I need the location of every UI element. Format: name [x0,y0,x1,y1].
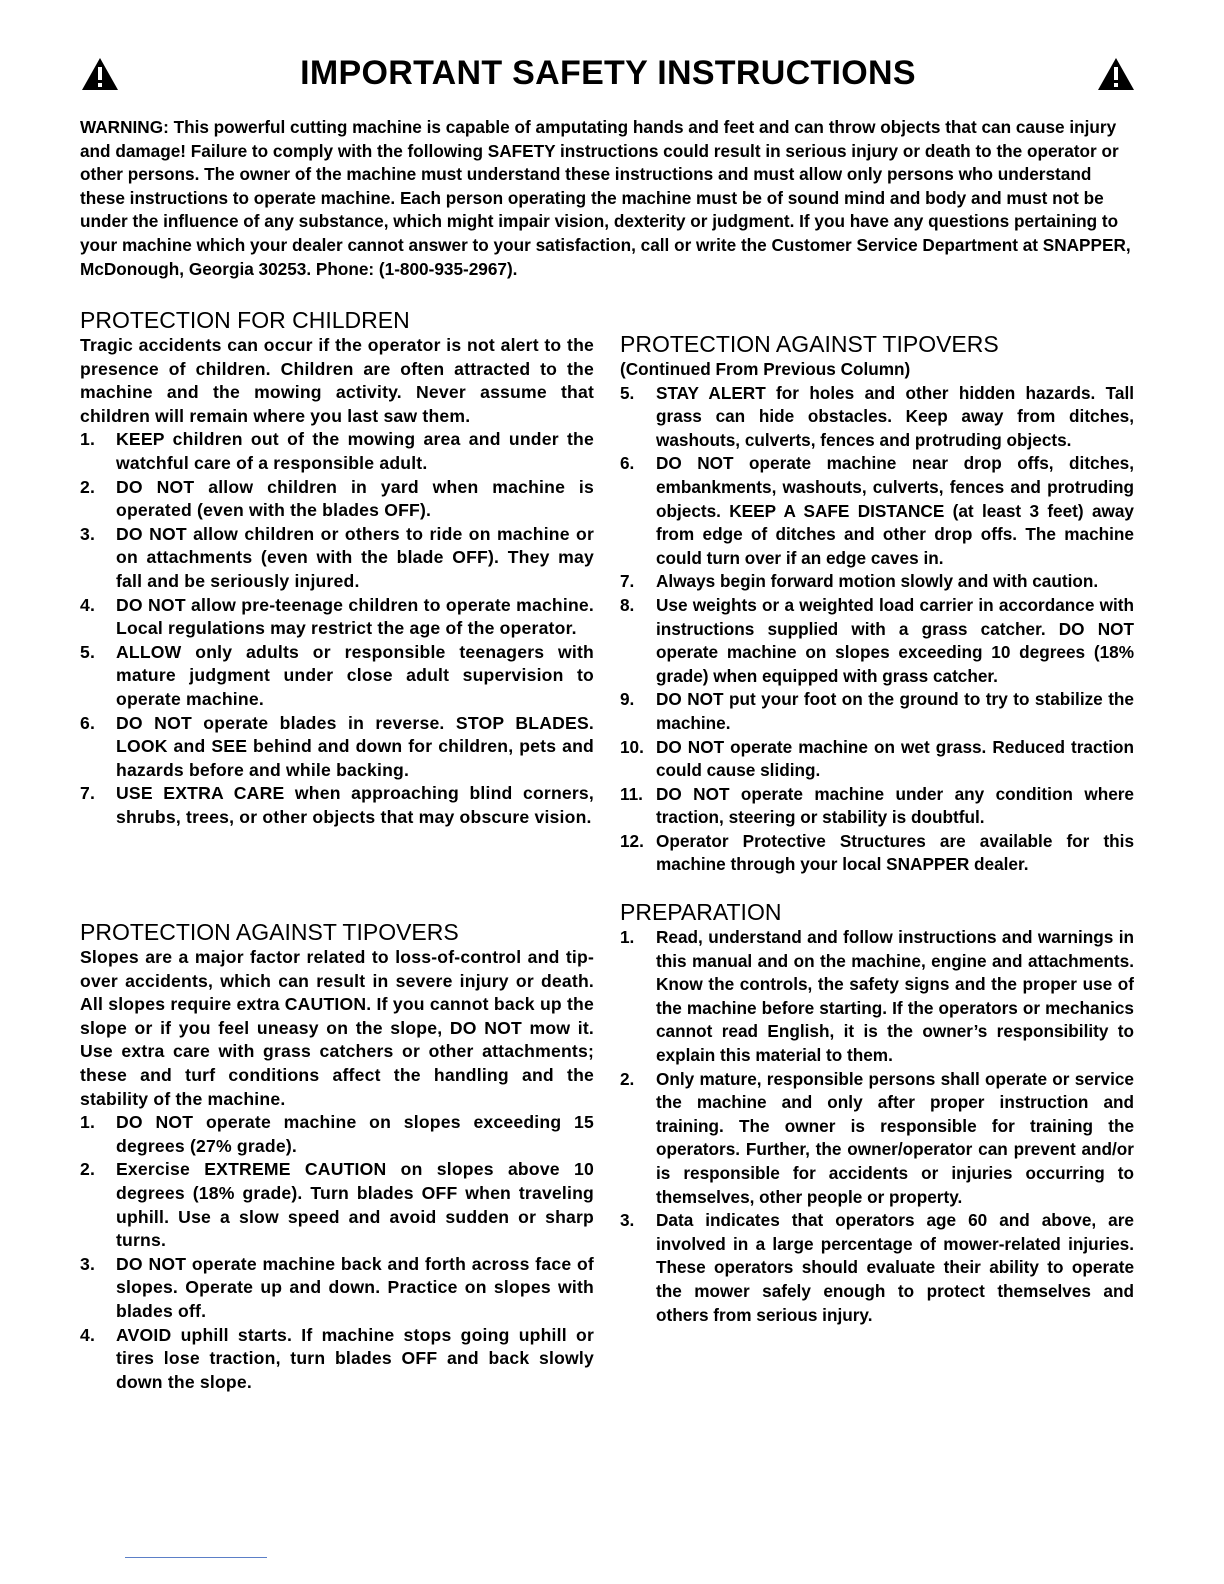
preparation-list [620,926,1134,1327]
tipovers-continued-list [620,382,1134,877]
item-number: 7. [620,571,635,592]
list-item [80,1324,594,1395]
item-number: 12. [620,830,644,851]
list-item [620,570,1134,594]
item-text: DO NOT allow children in yard when machine is operated (even with the blades OFF). [116,476,594,521]
item-text: ALLOW only adults or responsible teenagers with mature judgment under close adult supervision to operate machine. [116,641,594,709]
item-number: 4. [80,1324,96,1345]
item-number: 2. [620,1068,635,1089]
item-text: DO NOT allow children or others to ride on machine or on attachments (even with the blade OFF). They may fall and be seriously injured. [116,523,594,591]
item-text: Use weights or a weighted load carrier in accordance with instructions supplied with a grass catcher. DO NOT operate machine on slopes exceeding 10 degrees (18% grade) when equipped with grass catcher. [656,594,1134,686]
section-intro: Tragic accidents can occur if the operator is not alert to the presence of children. Children are often attracted to the machine and the mowing activity. Never assume that children will remain where you last saw them. [80,335,594,426]
item-text: DO NOT operate machine on wet grass. Reduced traction could cause sliding. [656,736,1134,781]
item-number: 1. [80,1112,96,1133]
list-item [620,594,1134,688]
item-text: KEEP children out of the mowing area and under the watchful care of a responsible adult. [116,429,594,473]
list-item [620,736,1134,783]
list-item [620,830,1134,877]
item-text: DO NOT operate machine back and forth across face of slopes. Operate up and down. Practice on slopes with blades off. [116,1253,594,1321]
item-number: 3. [80,1253,96,1274]
list-item [620,452,1134,570]
item-text: DO NOT operate machine on slopes exceeding 15 degrees (27% grade). [116,1112,594,1156]
item-number: 2. [80,1159,96,1180]
list-item [80,1253,594,1324]
item-text: DO NOT operate machine under any condition where traction, steering or stability is doubtful. [656,783,1134,828]
item-number: 10. [620,736,644,757]
section-title: PROTECTION FOR CHILDREN [80,307,410,333]
footer-rule [125,1557,267,1558]
list-item [620,926,1134,1068]
item-text: Exercise EXTREME CAUTION on slopes above 10 degrees (18% grade). Turn blades OFF when traveling uphill. Use a slow speed and avoid sudden or sharp turns. [116,1159,594,1251]
item-number: 3. [620,1210,635,1231]
item-text: AVOID uphill starts. If machine stops going uphill or tires lose traction, turn blades OFF and back slowly down the slope. [116,1324,594,1392]
section-protection-against-tipovers-continued [620,330,1134,877]
item-number: 2. [80,476,96,497]
list-item [80,428,594,475]
item-text: Always begin forward motion slowly and with caution. [656,571,1099,592]
list-item [80,1158,594,1252]
children-list [80,428,594,829]
item-number: 6. [620,453,635,474]
list-item [620,1209,1134,1327]
item-text: DO NOT operate blades in reverse. STOP BLADES. LOOK and SEE behind and down for children, pets and hazards before and while backing. [116,712,594,780]
list-item [80,476,594,523]
list-item [620,783,1134,830]
item-text: Only mature, responsible persons shall operate or service the machine and only after proper instruction and training. The owner is responsible for training the operators. Further, the owner/operator can prevent and/or is responsible for accidents or injuries occurring to themselves, other people or property. [656,1068,1134,1207]
item-text: DO NOT operate machine near drop offs, ditches, embankments, washouts, culverts, fences and protruding objects. KEEP A SAFE DISTANCE (at least 3 feet) away from edge of ditches and other drop offs. The machine could turn over if an edge caves in. [656,453,1134,568]
list-item [80,594,594,641]
page-header [80,52,1136,102]
item-number: 5. [80,641,96,662]
section-intro: Slopes are a major factor related to loss-of-control and tip-over accidents, which can result in severe injury or death. All slopes require extra CAUTION. If you cannot back up the slope or if you feel uneasy on the slope, DO NOT mow it. Use extra care with grass catchers or other attachments; these and turf conditions affect the handling and the stability of the machine. [80,947,594,1109]
item-text: Read, understand and follow instructions and warnings in this manual and on the machine, engine and attachments. Know the controls, the safety signs and the proper use of the machine before starting. If the operators or mechanics cannot read English, it is the owner’s responsibility to explain this material to them. [656,927,1134,1065]
warning-paragraph: WARNING: This powerful cutting machine is capable of amputating hands and feet and can throw objects that can cause injury and damage! Failure to comply with the following SAFETY instructions could result in serious injury or death to the operator or other persons. The owner of the machine must understand these instructions and must allow only persons who understand these instructions to operate machine. Each person operating the machine must be of sound mind and body and must not be under the influence of any substance, which might impair vision, dexterity or judgment. If you have any questions pertaining to your machine which your dealer cannot answer to your satisfaction, call or write the Customer Service Department at SNAPPER, McDonough, Georgia 30253. Phone: (1-800-935-2967). [80,117,1131,279]
item-number: 6. [80,712,96,733]
section-title: PREPARATION [620,899,782,925]
item-number: 11. [620,783,643,804]
item-text: Operator Protective Structures are available for this machine through your local SNAPPER dealer. [656,830,1134,875]
item-text: DO NOT put your foot on the ground to try to stabilize the machine. [656,689,1134,733]
page-title: IMPORTANT SAFETY INSTRUCTIONS [300,54,916,92]
item-number: 1. [80,429,96,450]
item-text: Data indicates that operators age 60 and above, are involved in a large percentage of mower-related injuries. These operators should evaluate their ability to operate the mower safely enough to protect themselves and others from serious injury. [656,1210,1134,1325]
item-number: 1. [620,927,635,947]
section-title: PROTECTION AGAINST TIPOVERS [80,919,459,945]
warning-triangle-icon [1096,56,1136,92]
list-item [80,1111,594,1158]
item-number: 5. [620,382,635,403]
item-text: STAY ALERT for holes and other hidden hazards. Tall grass can hide obstacles. Keep away from ditches, washouts, culverts, fences and protruding objects. [656,382,1134,450]
item-number: 3. [80,523,96,544]
continued-note: (Continued From Previous Column) [620,359,911,379]
section-protection-for-children [80,306,594,829]
list-item [80,523,594,594]
section-preparation [620,898,1134,1327]
item-number: 4. [80,594,96,615]
item-text: DO NOT allow pre-teenage children to operate machine. Local regulations may restrict the age of the operator. [116,594,594,639]
item-number: 7. [80,783,96,804]
section-protection-against-tipovers [80,918,594,1394]
section-title: PROTECTION AGAINST TIPOVERS [620,331,999,357]
item-number: 9. [620,689,635,710]
list-item [620,688,1134,735]
item-text: USE EXTRA CARE when approaching blind corners, shrubs, trees, or other objects that may obscure vision. [116,783,594,827]
list-item [80,712,594,783]
list-item [80,641,594,712]
list-item [620,1068,1134,1210]
tipovers-list [80,1111,594,1394]
list-item [620,382,1134,453]
item-number: 8. [620,594,635,615]
list-item [80,782,594,829]
